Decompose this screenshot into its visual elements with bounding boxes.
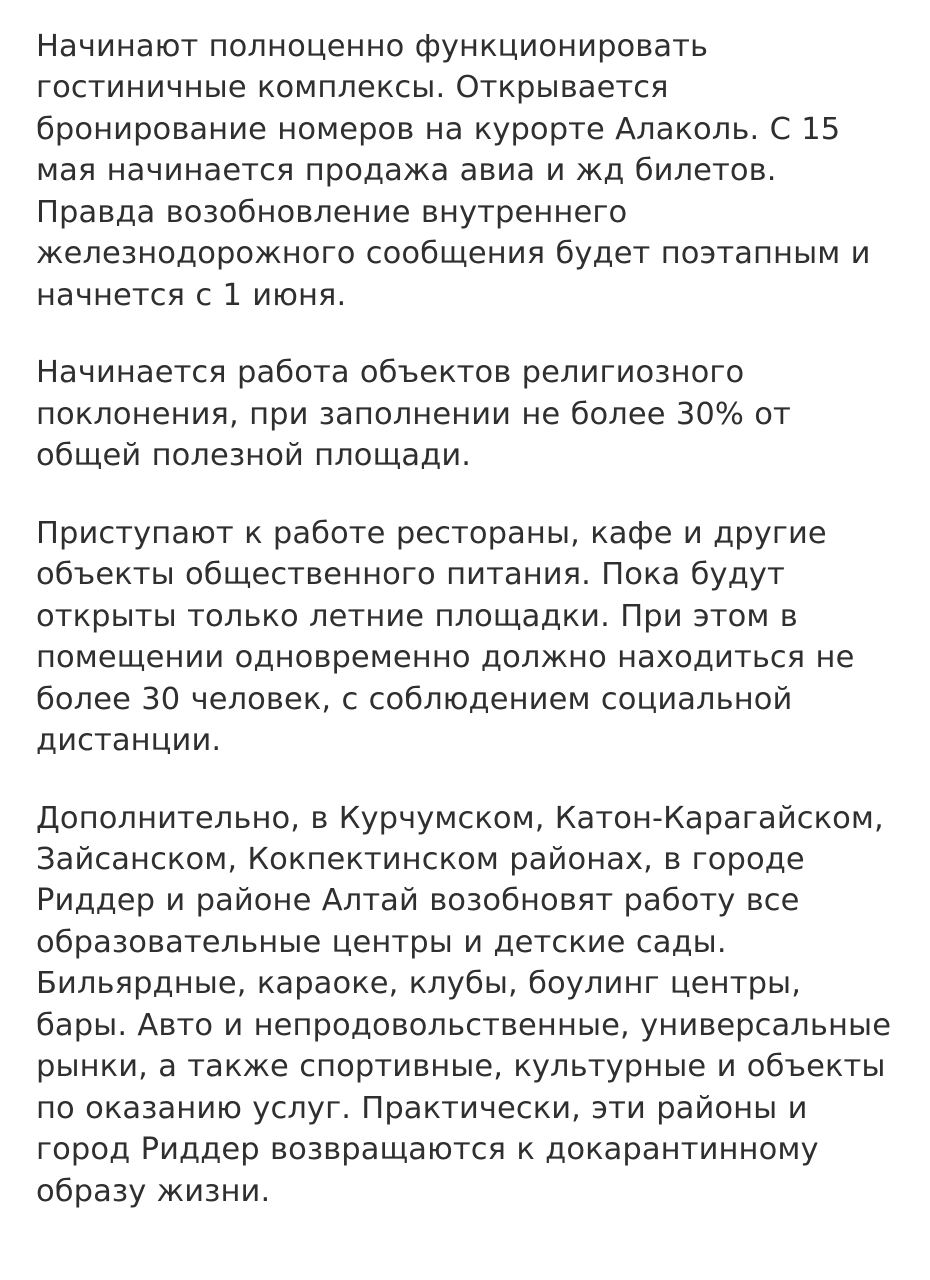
paragraph-4: Дополнительно, в Курчумском, Катон-Карагайском, Зайсанском, Кокпектинском районах, в городе Риддер и районе Алтай возобновят работу все образовательные центры и детские сады. Бильярдные, караоке, клубы, боулинг центры, бары. Авто и непродовольственные, универсальные рынки, а также спортивные, культурные и объекты по оказанию услуг. Практически, эти районы и город Риддер возвращаются к докарантинному образу жизни. bbox=[36, 800, 892, 1209]
paragraph-3: Приступают к работе рестораны, кафе и другие объекты общественного питания. Пока будут открыты только летние площадки. При этом в помещении одновременно должно находиться не более 30 человек, с соблюдением социальной дистанции. bbox=[36, 515, 855, 759]
paragraph-1: Начинают полноценно функционировать гостиничные комплексы. Открывается бронирование номеров на курорте Алаколь. С 15 мая начинается продажа авиа и жд билетов. Правда возобновление внутреннего железнодорожного сообщения будет поэтапным и начнется с 1 июня. bbox=[36, 29, 871, 313]
article-body bbox=[36, 26, 894, 1212]
paragraph-2: Начинается работа объектов религиозного поклонения, при заполнении не более 30% от общей полезной площади. bbox=[36, 355, 791, 474]
